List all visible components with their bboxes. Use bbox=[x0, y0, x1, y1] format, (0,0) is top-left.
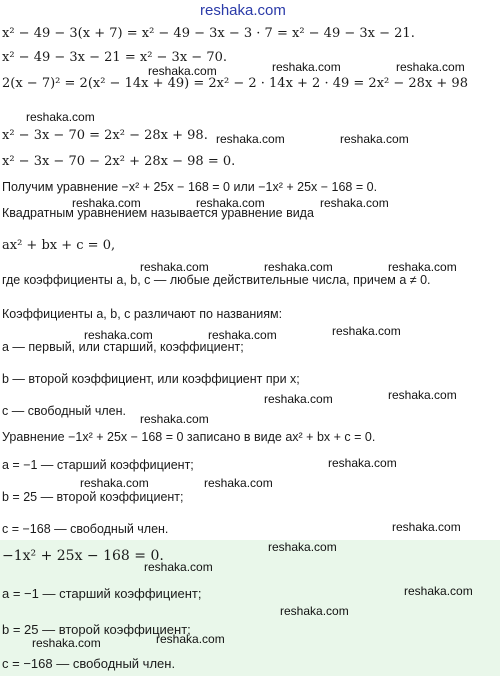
watermark: reshaka.com bbox=[396, 60, 465, 74]
coef-b-description: b — второй коэффициент, или коэффициент при x; bbox=[2, 372, 300, 386]
summary-b: b = 25 — второй коэффициент; bbox=[2, 622, 191, 637]
watermark: reshaka.com bbox=[196, 196, 265, 210]
coefficients-names-heading: Коэффициенты a, b, c различают по названиям: bbox=[2, 307, 283, 321]
watermark: reshaka.com bbox=[216, 132, 285, 146]
expr-line-2: x² − 49 − 3x − 21 = x² − 3x − 70. bbox=[2, 50, 227, 65]
watermark: reshaka.com bbox=[140, 412, 209, 426]
watermark: reshaka.com bbox=[328, 456, 397, 470]
coef-a-description: a — первый, или старший, коэффициент; bbox=[2, 340, 244, 354]
watermark: reshaka.com bbox=[80, 476, 149, 490]
watermark: reshaka.com bbox=[204, 476, 273, 490]
summary-c: c = −168 — свободный член. bbox=[2, 656, 176, 671]
expr-line-3: 2(x − 7)² = 2(x² − 14x + 49) = 2x² − 2 · 14x + 2 · 49 = 2x² − 28x + 98 bbox=[2, 76, 468, 91]
coef-c-description: c — свободный член. bbox=[2, 404, 127, 418]
watermark: reshaka.com bbox=[320, 196, 389, 210]
watermark: reshaka.com bbox=[264, 260, 333, 274]
watermark: reshaka.com bbox=[264, 392, 333, 406]
watermark: reshaka.com bbox=[388, 388, 457, 402]
summary-a: a = −1 — старший коэффициент; bbox=[2, 586, 202, 601]
general-form-equation: ax² + bx + c = 0, bbox=[2, 238, 116, 253]
watermark: reshaka.com bbox=[272, 60, 341, 74]
watermark: reshaka.com bbox=[332, 324, 401, 338]
watermark: reshaka.com bbox=[268, 540, 337, 554]
watermark-top: reshaka.com bbox=[200, 2, 286, 19]
watermark: reshaka.com bbox=[148, 64, 217, 78]
summary-equation: −1x² + 25x − 168 = 0. bbox=[2, 548, 164, 564]
watermark: reshaka.com bbox=[340, 132, 409, 146]
watermark: reshaka.com bbox=[84, 328, 153, 342]
watermark: reshaka.com bbox=[26, 110, 95, 124]
b-value-line: b = 25 — второй коэффициент; bbox=[2, 490, 184, 504]
watermark: reshaka.com bbox=[404, 584, 473, 598]
definition-text: Квадратным уравнением называется уравнение вида bbox=[2, 206, 314, 220]
equation-form-note: Уравнение −1x² + 25x − 168 = 0 записано в виде ax² + bx + c = 0. bbox=[2, 430, 376, 444]
a-value-line: a = −1 — старший коэффициент; bbox=[2, 458, 194, 472]
expr-line-1: x² − 49 − 3(x + 7) = x² − 49 − 3x − 3 · 7 = x² − 49 − 3x − 21. bbox=[2, 26, 415, 41]
watermark: reshaka.com bbox=[280, 604, 349, 618]
received-equation-text: Получим уравнение −x² + 25x − 168 = 0 или −1x² + 25x − 168 = 0. bbox=[2, 180, 378, 194]
watermark: reshaka.com bbox=[72, 196, 141, 210]
watermark: reshaka.com bbox=[140, 260, 209, 274]
watermark: reshaka.com bbox=[388, 260, 457, 274]
expr-line-5: x² − 3x − 70 − 2x² + 28x − 98 = 0. bbox=[2, 154, 236, 169]
c-value-line: c = −168 — свободный член. bbox=[2, 522, 169, 536]
watermark: reshaka.com bbox=[156, 632, 225, 646]
watermark: reshaka.com bbox=[32, 636, 101, 650]
watermark: reshaka.com bbox=[144, 560, 213, 574]
watermark: reshaka.com bbox=[208, 328, 277, 342]
coefficients-note: где коэффициенты a, b, c — любые действительные числа, причем a ≠ 0. bbox=[2, 273, 431, 287]
watermark: reshaka.com bbox=[392, 520, 461, 534]
expr-line-4: x² − 3x − 70 = 2x² − 28x + 98. bbox=[2, 128, 208, 143]
